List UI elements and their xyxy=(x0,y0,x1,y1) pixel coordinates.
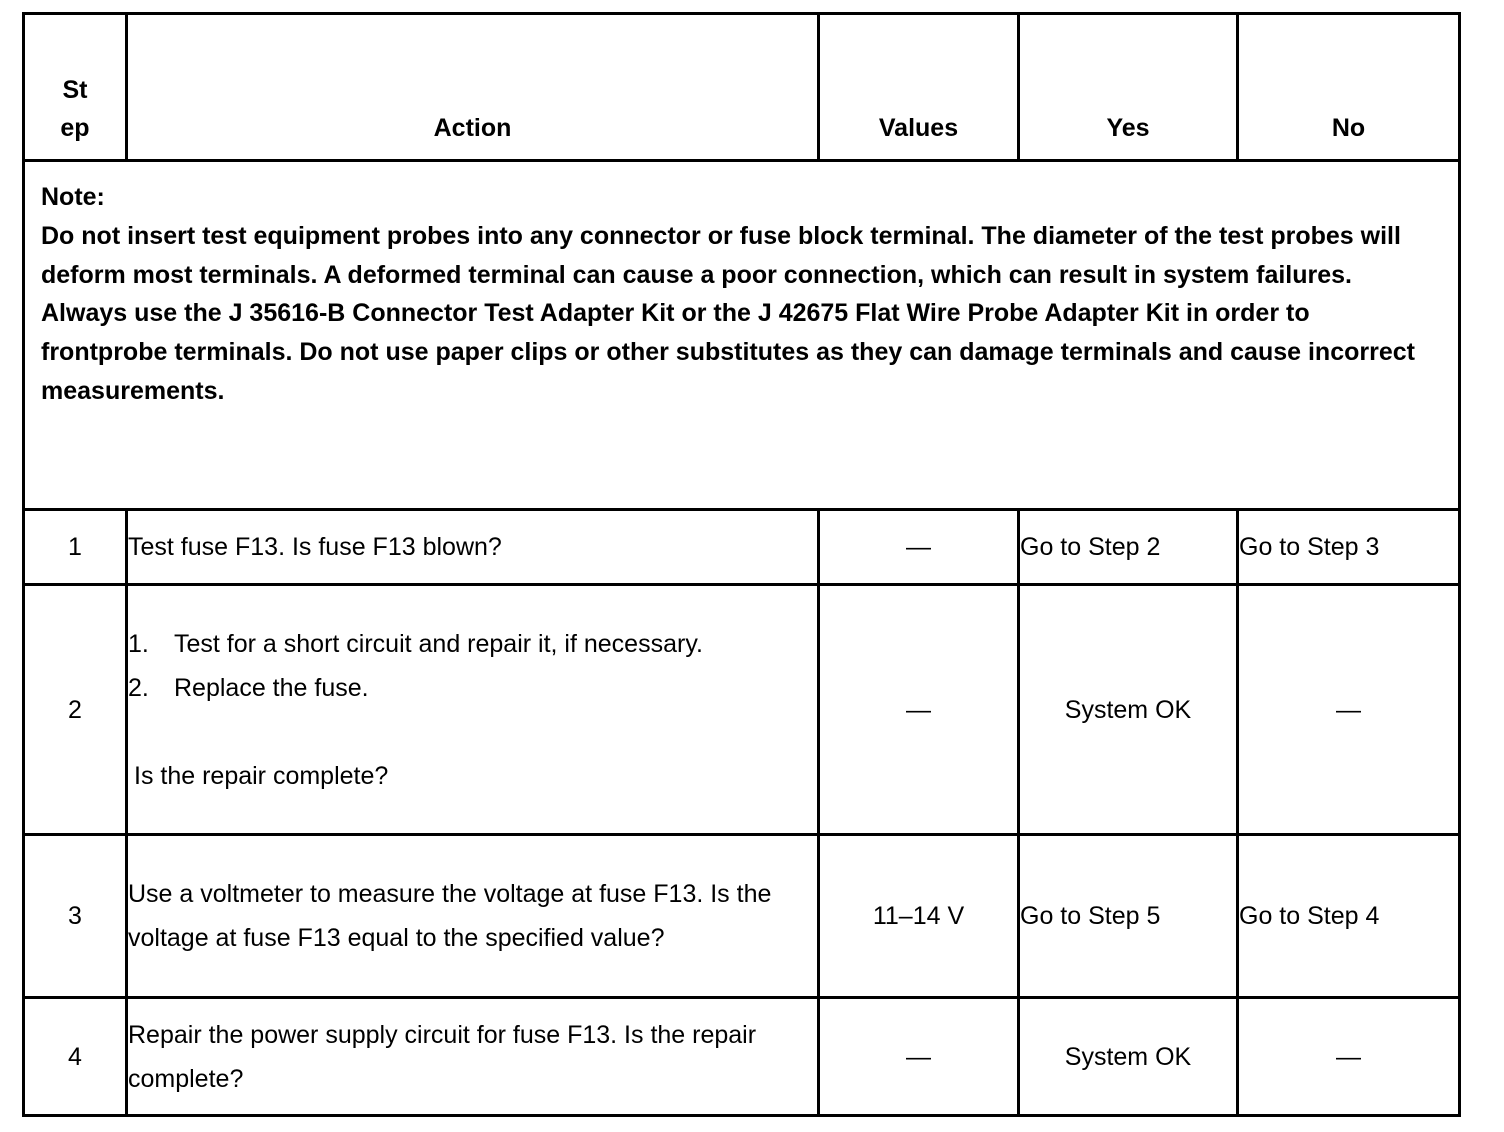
header-row xyxy=(24,14,1460,161)
table-row xyxy=(24,585,1460,835)
list-text: Test for a short circuit and repair it, if necessary. xyxy=(174,629,703,658)
note-text: Do not insert test equipment probes into any connector or fuse block terminal. The diameter of the test probes will deform most terminals. A deformed terminal can cause a poor connection, which can result in system failures. Always use the J 35616-B Connector Test Adapter Kit or the J 42675 Flat Wire Probe Adapter Kit in order to frontprobe terminals. Do not use paper clips or other substitutes as they can damage terminals and cause incorrect measurements. xyxy=(41,221,1415,405)
table-row xyxy=(24,998,1460,1116)
list-text: Replace the fuse. xyxy=(174,673,369,702)
step-number: 1 xyxy=(24,510,127,585)
note-title: Note: xyxy=(41,183,105,211)
yes-cell: Go to Step 2 xyxy=(1019,510,1238,585)
action-column-header: Action xyxy=(127,14,819,161)
list-number: 1. xyxy=(128,629,149,658)
question-text: Is the repair complete? xyxy=(134,761,389,790)
action-cell xyxy=(127,585,819,835)
note-row xyxy=(24,161,1460,510)
no-cell: Go to Step 3 xyxy=(1238,510,1460,585)
step-number: 2 xyxy=(24,585,127,835)
step-number: 4 xyxy=(24,998,127,1116)
yes-column-header: Yes xyxy=(1019,14,1238,161)
action-text: Use a voltmeter to measure the voltage at fuse F13. Is the voltage at fuse F13 equal to the specified value? xyxy=(127,835,819,998)
action-text: Test fuse F13. Is fuse F13 blown? xyxy=(127,510,819,585)
values-cell: — xyxy=(819,585,1019,835)
yes-cell: System OK xyxy=(1019,585,1238,835)
step-number: 3 xyxy=(24,835,127,998)
no-column-header: No xyxy=(1238,14,1460,161)
step-header-line1: St xyxy=(62,76,88,104)
no-cell: — xyxy=(1238,998,1460,1116)
values-column-header: Values xyxy=(819,14,1019,161)
no-cell: — xyxy=(1238,585,1460,835)
step-header-line2: ep xyxy=(60,114,90,142)
values-cell: — xyxy=(819,510,1019,585)
table-row xyxy=(24,510,1460,585)
yes-cell: System OK xyxy=(1019,998,1238,1116)
diagnostic-table xyxy=(22,12,1461,1117)
action-text: Repair the power supply circuit for fuse F13. Is the repair complete? xyxy=(127,998,819,1116)
values-cell: 11–14 V xyxy=(819,835,1019,998)
note-cell xyxy=(24,161,1460,510)
list-number: 2. xyxy=(128,673,149,702)
step-column-header xyxy=(24,14,127,161)
list-item xyxy=(128,666,817,710)
list-item xyxy=(128,622,817,666)
table-row xyxy=(24,835,1460,998)
no-cell: Go to Step 4 xyxy=(1238,835,1460,998)
yes-cell: Go to Step 5 xyxy=(1019,835,1238,998)
values-cell: — xyxy=(819,998,1019,1116)
